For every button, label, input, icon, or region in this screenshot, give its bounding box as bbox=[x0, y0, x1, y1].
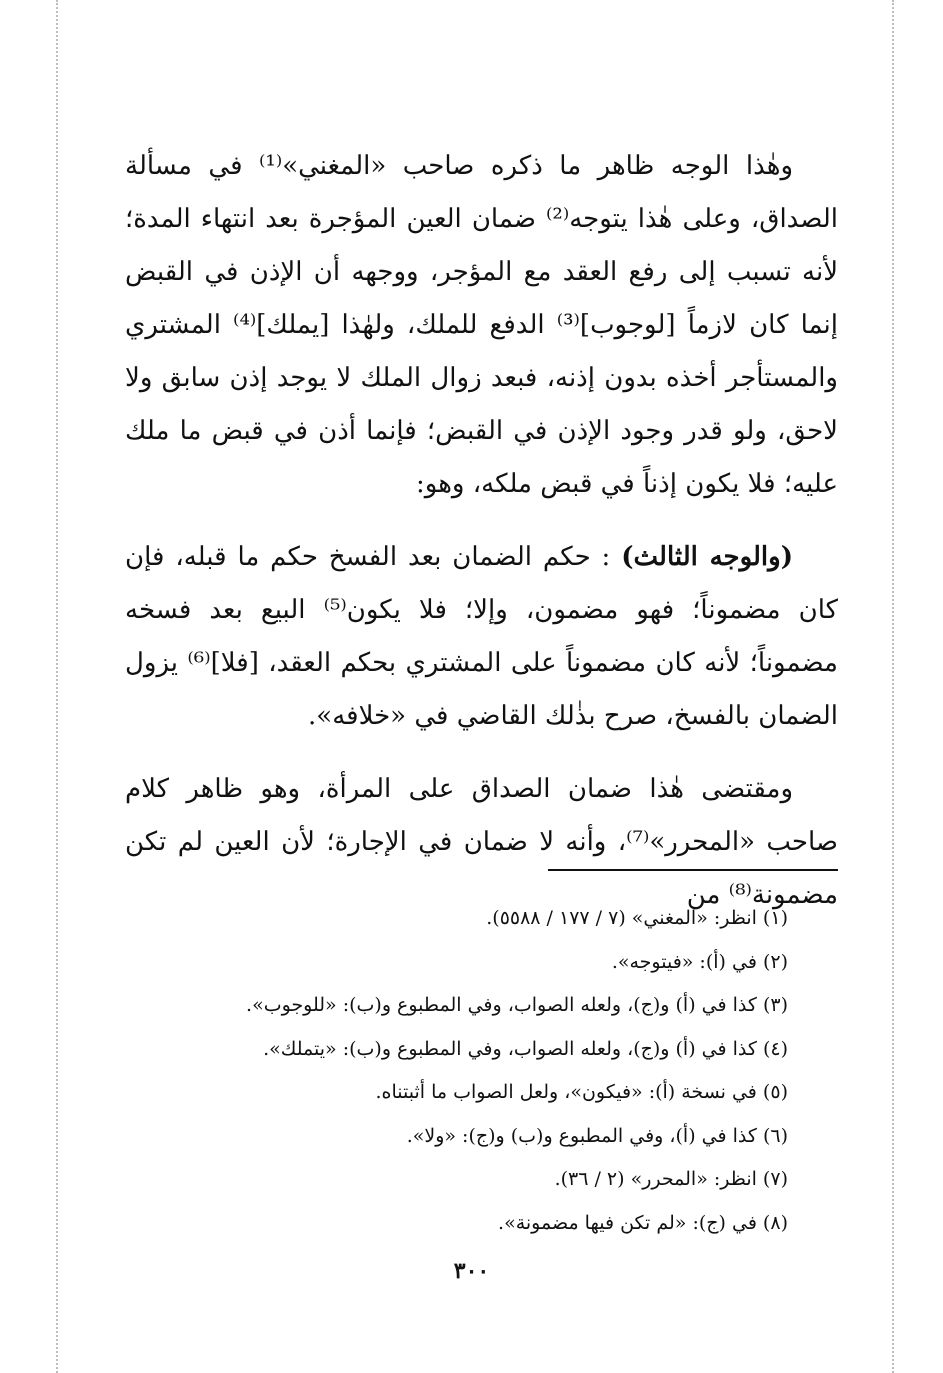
text-line: قبض ملكه، وهو: bbox=[416, 469, 593, 499]
text-line: كان مضموناً على المشتري بحكم العقد، [فلا]⁽⁶⁾ يزول الضمان بالفسخ، bbox=[125, 648, 838, 731]
text-line: الإذن في القبض؛ فإنما أذن في قبض ما ملك عليه؛ فلا يكون إذناً في bbox=[125, 416, 838, 499]
footnote-item: (٦) كذا في (أ)، وفي المطبوع و(ب) و(ج): «ولا». bbox=[406, 1124, 788, 1147]
footnote-item: (٣) كذا في (أ) و(ج)، ولعله الصواب، وفي المطبوع و(ب): «للوجوب». bbox=[246, 994, 788, 1016]
page-number: ٣٠٠ bbox=[453, 1258, 490, 1284]
right-margin-dotted-line bbox=[892, 0, 894, 1373]
text-line: مضموناً؛ فهو مضمون، وإلا؛ فلا يكون⁽⁵⁾ البيع بعد فسخه مضموناً؛ لأنه bbox=[125, 595, 838, 678]
text-line: صرح بذٰلك القاضي في «خلافه». bbox=[308, 701, 658, 731]
text-line: ومقتضى هٰذا ضمان الصداق على المرأة، وهو ظاهر كلام صاحب bbox=[125, 774, 839, 857]
footnote-item: (٨) في (ج): «لم تكن فيها مضمونة». bbox=[498, 1211, 788, 1234]
text-line: : حكم الضمان بعد الفسخ حكم ما قبله، فإن كان bbox=[125, 542, 838, 625]
footnotes bbox=[125, 897, 788, 1245]
text-line: رفع العقد مع المؤجر، ووجهه أن الإذن في القبض إنما كان لازماً bbox=[125, 257, 838, 340]
text-line: وهٰذا الوجه ظاهر ما ذكره صاحب «المغني»⁽¹⁾ في مسألة الصداق، bbox=[125, 151, 839, 234]
text-line: بدون إذنه، فبعد زوال الملك لا يوجد إذن سابق ولا لاحق، ولو قدر وجود bbox=[125, 363, 838, 446]
footnote-item: (٢) في (أ): «فيتوجه». bbox=[611, 950, 788, 973]
footnote-separator bbox=[548, 869, 838, 871]
section-heading: (والوجه الثالث) bbox=[621, 542, 794, 572]
footnote-item: (٧) انظر: «المحرر» (٢ / ٣٦). bbox=[554, 1168, 788, 1190]
paragraph-2 bbox=[125, 531, 838, 743]
paragraph-1 bbox=[125, 140, 838, 511]
text-line: وعلى هٰذا يتوجه⁽²⁾ ضمان العين المؤجرة بعد انتهاء المدة؛ لأنه تسبب إلى bbox=[125, 204, 839, 287]
footnote-item: (٤) كذا في (أ) و(ج)، ولعله الصواب، وفي المطبوع و(ب): «يتملك». bbox=[263, 1037, 788, 1060]
left-margin-dotted-line bbox=[56, 0, 58, 1373]
footnote-item: (١) انظر: «المغني» (٧ / ١٧٧ / ٥٥٨٨). bbox=[486, 907, 788, 929]
footnote-item: (٥) في نسخة (أ): «فيكون»، ولعل الصواب ما أثبتناه. bbox=[375, 1081, 788, 1103]
main-text bbox=[125, 140, 838, 942]
text-line: [لوجوب]⁽³⁾ الدفع للملك، ولهٰذا [يملك]⁽⁴⁾ المشتري والمستأجر أخذه bbox=[125, 310, 838, 393]
text-line: «المحرر»⁽⁷⁾، وأنه لا ضمان في الإجارة؛ لأن العين لم تكن مضمونة⁽⁸⁾ من bbox=[125, 827, 838, 910]
